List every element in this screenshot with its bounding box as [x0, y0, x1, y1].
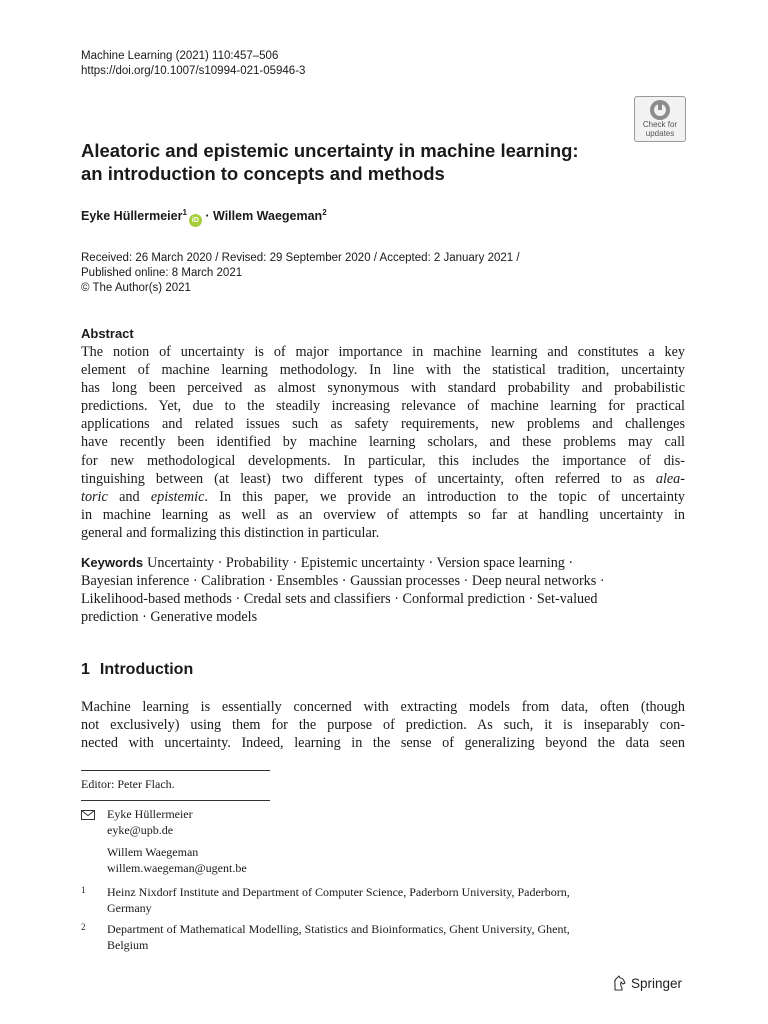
abstract-text-span: and — [107, 488, 151, 505]
copyright-line: © The Author(s) 2021 — [81, 282, 191, 294]
abstract-line: in machine learning as well as an overview of attempts so far at handling uncertainty in — [81, 506, 685, 523]
corresponding-author-name: Willem Waegeman — [107, 845, 199, 859]
badge-line-2: updates — [645, 128, 675, 138]
abstract-line: for new methodological developments. In particular, this includes the importance of dis- — [81, 452, 685, 469]
abstract-text-span: . In this paper, we provide an introduction to the topic of uncertainty — [204, 488, 685, 505]
abstract-text-span: tinguishing between (at least) two different types of uncertainty, often referred to as — [81, 470, 656, 487]
affiliation-text: Germany — [107, 900, 152, 915]
abstract-line: element of machine learning methodology. In line with the statistical tradition, uncertainty — [81, 362, 685, 379]
check-for-updates-icon — [649, 99, 671, 121]
keywords-text: Uncertainty · Probability · Epistemic uncertainty · Version space learning · — [147, 555, 574, 571]
section-heading — [81, 661, 193, 679]
affiliation-text: Belgium — [107, 937, 149, 952]
keywords-line: Likelihood-based methods · Credal sets and classifiers · Conformal prediction · Set-valued — [81, 591, 598, 608]
intro-body — [81, 698, 685, 752]
correspondence-divider — [81, 800, 270, 801]
affiliation-2 — [81, 922, 570, 953]
abstract-line: predictions. Yet, due to the steadily increasing relevance of machine learning for practical — [81, 398, 685, 415]
corresponding-author-email[interactable]: willem.waegeman@ugent.be — [107, 860, 247, 875]
author-separator: · — [201, 209, 214, 224]
affiliation-ref-2: 2 — [322, 208, 327, 217]
corresponding-author-email[interactable]: eyke@upb.de — [107, 822, 174, 837]
keywords-label: Keywords — [81, 555, 144, 570]
affiliation-text: Department of Mathematical Modelling, Statistics and Bioinformatics, Ghent University, Ghent, — [107, 922, 570, 936]
history-published: Published online: 8 March 2021 — [81, 267, 243, 279]
publication-history — [81, 251, 520, 296]
keywords-block — [81, 554, 685, 626]
author-hullermeier[interactable]: Eyke Hüllermeier — [81, 209, 183, 224]
affiliation-text: Heinz Nixdorf Institute and Department of Computer Science, Paderborn University, Paderborn, — [107, 885, 570, 899]
intro-line: nected with uncertainty. Indeed, learning in the sense of generalizing beyond the data seen — [81, 735, 685, 752]
abstract-line: has long been perceived as almost synonymous with standard probability and probabilistic — [81, 380, 685, 397]
abstract-italic-term: toric — [81, 488, 108, 505]
paper-title — [81, 139, 621, 185]
author-waegeman[interactable]: Willem Waegeman — [213, 209, 323, 224]
author-list — [81, 208, 327, 227]
affiliation-number: 1 — [81, 885, 86, 895]
keywords-line — [81, 554, 685, 572]
abstract-italic-term: alea- — [655, 470, 685, 487]
journal-header — [81, 49, 305, 79]
check-for-updates-badge[interactable] — [634, 96, 686, 142]
orcid-icon[interactable]: iD — [189, 214, 202, 227]
keywords-line: Bayesian inference · Calibration · Ensembles · Gaussian processes · Deep neural networks · — [81, 573, 605, 590]
affiliation-1 — [81, 885, 570, 916]
journal-citation: Machine Learning (2021) 110:457–506 — [81, 50, 279, 62]
corresponding-author-name: Eyke Hüllermeier — [107, 807, 193, 821]
intro-line: not exclusively) using them for the purpose of prediction. As such, it is inseparably con- — [81, 717, 685, 734]
intro-line: Machine learning is essentially concerned with extracting models from data, often (though — [81, 699, 685, 715]
section-number: 1 — [81, 661, 90, 678]
abstract-body — [81, 343, 685, 542]
publisher-logo — [612, 975, 682, 991]
title-line-1: Aleatoric and epistemic uncertainty in machine learning: — [81, 140, 579, 161]
doi-link[interactable]: https://doi.org/10.1007/s10994-021-05946-3 — [81, 65, 306, 77]
envelope-icon — [81, 810, 95, 820]
abstract-line: applications and related issues such as safety requirements, new problems and challenges — [81, 416, 685, 433]
abstract-line: general and formalizing this distinction in particular. — [81, 524, 380, 541]
abstract-italic-term: epistemic — [150, 488, 205, 505]
abstract-line: The notion of uncertainty is of major importance in machine learning and constitutes a key — [81, 344, 685, 360]
abstract-line — [81, 488, 685, 506]
badge-line-1: Check for — [642, 120, 678, 129]
editor-note: Editor: Peter Flach. — [81, 777, 175, 791]
affiliation-number: 2 — [81, 922, 86, 932]
keywords-line: prediction · Generative models — [81, 609, 258, 626]
section-title: Introduction — [99, 661, 194, 678]
abstract-heading: Abstract — [81, 326, 134, 341]
affiliation-ref-1: 1 — [182, 208, 187, 217]
correspondence-block — [81, 807, 247, 876]
title-line-2: an introduction to concepts and methods — [81, 163, 445, 184]
abstract-line — [81, 470, 685, 488]
abstract-line: have recently been identified by machine learning scholars, and these problems may call — [81, 434, 685, 451]
history-dates: Received: 26 March 2020 / Revised: 29 September 2020 / Accepted: 2 January 2021 / — [81, 252, 520, 264]
footnote-divider — [81, 770, 270, 771]
springer-horse-icon — [612, 975, 627, 991]
publisher-name: Springer — [631, 976, 683, 991]
